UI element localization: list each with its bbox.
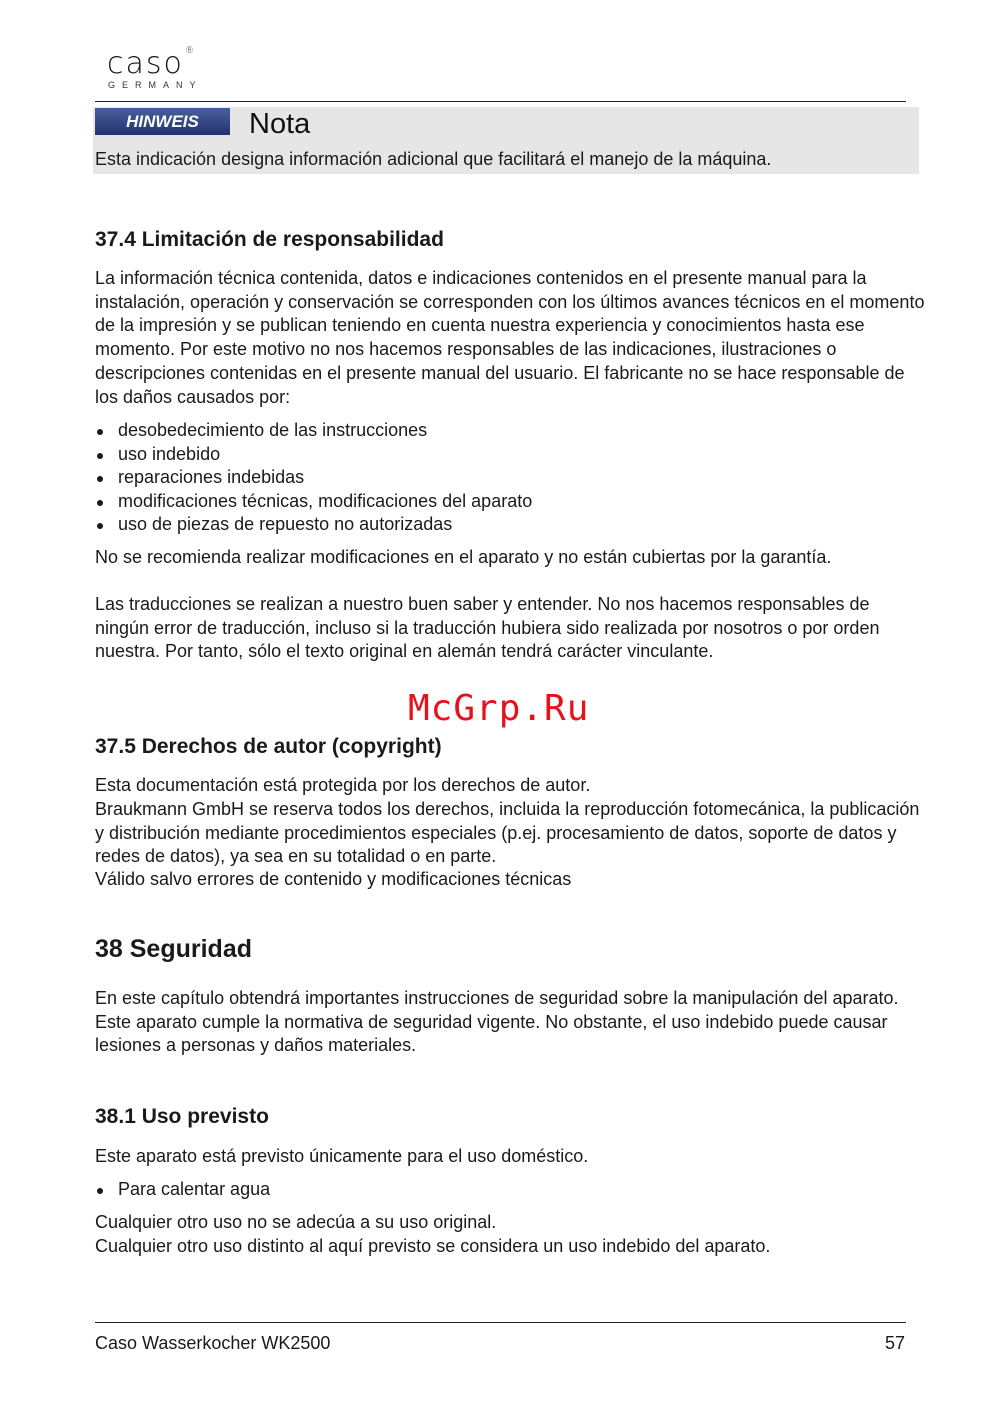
section-37-4-paragraph-3: Las traducciones se realizan a nuestro buen saber y entender. No nos hacemos responsables de ningún error de traducción, incluso si la traducción hubiera sido realizada por nosotros o por orden nuestra. Por tanto, sólo el texto original en alemán tendrá carácter vinculante.	[95, 594, 880, 662]
section-38-heading: 38 Seguridad	[95, 935, 252, 963]
brand-logo	[107, 46, 196, 81]
list-item: Para calentar agua	[95, 1178, 915, 1202]
watermark-text: McGrp.Ru	[408, 688, 590, 729]
footer-divider	[95, 1322, 906, 1323]
section-37-4-paragraph-1: La información técnica contenida, datos e indicaciones contenidos en el presente manual para la instalación, operación y conservación se corresponden con los últimos avances técnicos en el momento de la impresión y se publican teniendo en cuenta nuestra experiencia y conocimientos hasta ese momento. Por este motivo no nos hacemos responsables de las indicaciones, ilustraciones o descripciones contenidas en el presente manual del usuario. El fabricante no se hace responsable de los daños causados por:	[95, 268, 925, 407]
section-37-4-paragraph-2: No se recomienda realizar modificaciones en el aparato y no están cubiertas por la garantía.	[95, 547, 832, 567]
list-item: modificaciones técnicas, modificaciones del aparato	[95, 490, 915, 514]
section-38-paragraph-1: En este capítulo obtendrá importantes instrucciones de seguridad sobre la manipulación del aparato. Este aparato cumple la normativa de seguridad vigente. No obstante, el uso indebido puede causar lesiones a personas y daños materiales.	[95, 988, 899, 1056]
hinweis-badge: HINWEIS	[95, 108, 230, 135]
logo-wordmark: caso	[107, 46, 184, 81]
list-item: uso indebido	[95, 443, 915, 467]
footer-product-name: Caso Wasserkocher WK2500	[95, 1333, 331, 1353]
page-number: 57	[884, 1333, 905, 1353]
section-37-4-heading: 37.4 Limitación de responsabilidad	[95, 228, 444, 251]
section-37-5-paragraph-2: Braukmann GmbH se reserva todos los derechos, incluida la reproducción fotomecánica, la publicación y distribución mediante procedimientos especiales (p.ej. procesamiento de datos, soporte de datos y redes de datos), ya sea en su totalidad o en parte.	[95, 799, 920, 867]
section-38-1-bullet-list	[95, 1178, 915, 1202]
logo-subtitle: GERMANY	[108, 80, 203, 90]
list-item: reparaciones indebidas	[95, 466, 915, 490]
note-text: Esta indicación designa información adicional que facilitará el manejo de la máquina.	[95, 149, 772, 169]
section-37-5-heading: 37.5 Derechos de autor (copyright)	[95, 735, 442, 758]
section-37-5-paragraph-1: Esta documentación está protegida por los derechos de autor.	[95, 775, 591, 795]
logo-registered-mark: ®	[184, 46, 196, 56]
section-38-1-paragraph-3: Cualquier otro uso distinto al aquí previsto se considera un uso indebido del aparato.	[95, 1236, 771, 1256]
section-38-1-paragraph-2: Cualquier otro uso no se adecúa a su uso original.	[95, 1212, 497, 1232]
section-37-4-bullet-list	[95, 419, 915, 537]
section-38-1-heading: 38.1 Uso previsto	[95, 1105, 269, 1128]
section-38-1-paragraph-1: Este aparato está previsto únicamente para el uso doméstico.	[95, 1146, 589, 1166]
list-item: desobedecimiento de las instrucciones	[95, 419, 915, 443]
list-item: uso de piezas de repuesto no autorizadas	[95, 513, 915, 537]
section-37-5-paragraph-3: Válido salvo errores de contenido y modificaciones técnicas	[95, 869, 572, 889]
header-divider	[95, 101, 906, 102]
note-title: Nota	[249, 108, 311, 140]
